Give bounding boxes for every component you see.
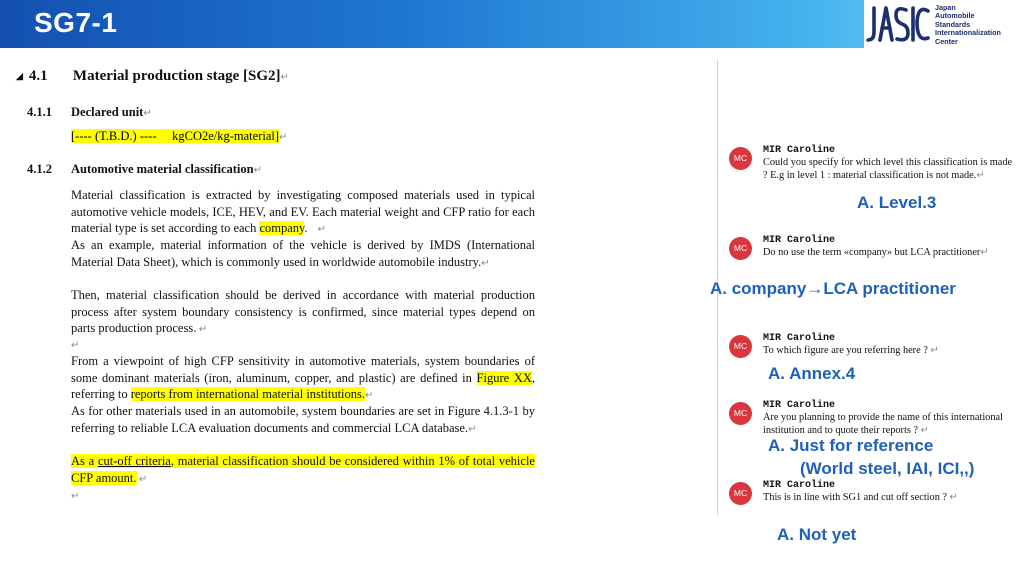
subsection-number: 4.1.1 (27, 105, 52, 119)
body-paragraph-6 (71, 453, 535, 488)
paragraph-mark-icon: ↵ (279, 132, 288, 143)
title-bar (0, 0, 1024, 48)
underlined-cut-off-criteria: cut-off criteria (97, 454, 171, 468)
comment-body: To which figure are you referring here ? (763, 345, 928, 356)
highlight-reports: reports from international material institutions. (130, 387, 366, 402)
paragraph-mark-icon: ↵ (365, 390, 374, 402)
comment-text (763, 157, 1013, 182)
paragraph-mark-icon: ↵ (980, 247, 989, 258)
comment-author: MIR Caroline (763, 145, 836, 156)
subsection-title: Automotive material classification (71, 162, 254, 176)
paragraph-mark-icon: ↵ (307, 224, 326, 236)
comment-body: Are you planning to provide the name of this international institution and to quote their reports ? (763, 412, 1003, 436)
paragraph-mark-icon: ↵ (947, 492, 958, 503)
paragraph-mark-icon: ↵ (71, 340, 80, 351)
logo-line: Japan (935, 3, 956, 12)
paragraph-mark-icon: ↵ (196, 324, 208, 336)
answer-annex: A. Annex.4 (768, 364, 856, 383)
comment-body: This is in line with SG1 and cut off section ? (763, 492, 947, 503)
subsection-title: Declared unit (71, 105, 144, 119)
answer-not-yet: A. Not yet (777, 525, 857, 544)
paragraph-mark-icon: ↵ (136, 473, 148, 485)
text-run: , material classification should be considered within 1% of total vehicle CFP amount. (71, 454, 535, 485)
paragraph-mark-icon: ↵ (143, 108, 152, 119)
paragraph-mark-icon: ↵ (71, 491, 80, 502)
text-run: From a viewpoint of high CFP sensitivity in automotive materials, system boundaries of some dominant materials (iron, aluminum, copper, and plastic) are defined in (71, 354, 535, 385)
answer-company: A. company→LCA practitioner (710, 279, 956, 298)
comment-author: MIR Caroline (763, 400, 836, 411)
avatar: MC (729, 482, 752, 505)
comment-text (763, 345, 1013, 358)
answer-reference: A. Just for reference (768, 436, 934, 455)
logo-line: Automobile (935, 11, 975, 21)
logo-wordmark (935, 4, 1001, 46)
empty-paragraph (71, 487, 535, 506)
comment-body: Do no use the term «company» but LCA practitioner (763, 247, 981, 258)
avatar: MC (729, 237, 752, 260)
jasic-logo-mark (866, 2, 930, 46)
avatar: MC (729, 147, 752, 170)
avatar: MC (729, 335, 752, 358)
section-heading (16, 68, 289, 85)
answer-reference-list: (World steel, IAI, ICI,,) (800, 459, 975, 478)
text-run: Then, material classification should be derived in accordance with material production process after system boundary consistency is confirmed, since material types depend on parts production process. (71, 288, 535, 336)
paragraph-mark-icon: ↵ (481, 257, 490, 269)
avatar: MC (729, 402, 752, 425)
text-run: , referring to (71, 370, 535, 402)
comment-text (763, 412, 1003, 437)
comment-author: MIR Caroline (763, 235, 836, 246)
answer-level: A. Level.3 (857, 193, 937, 212)
body-paragraph-2 (71, 237, 535, 272)
text-run: As a (71, 454, 98, 468)
comment-text (763, 492, 1013, 505)
paragraph-mark-icon: ↵ (253, 165, 262, 176)
text-run: . (304, 221, 308, 236)
highlight-company: company (259, 221, 305, 236)
text-run: As for other materials used in an automobile, system boundaries are set in Figure 4.1.3-1 by referring to reliable LCA evaluation documents and commercial LCA database. (71, 404, 535, 435)
subsection-heading-declared-unit (27, 105, 152, 120)
slide-title: SG7-1 (34, 7, 118, 38)
comment-body: Could you specify for which level this classification is made ? E.g in level 1 : material classification is not made. (763, 157, 1013, 181)
body-paragraph-5 (71, 403, 535, 438)
comment-text (763, 247, 1024, 260)
logo-line: Standards (935, 19, 971, 29)
empty-paragraph (71, 336, 535, 355)
paragraph-mark-icon: ↵ (927, 345, 939, 356)
subsection-number: 4.1.2 (27, 162, 52, 176)
jasic-logo (864, 0, 1024, 48)
paragraph-mark-icon: ↵ (918, 424, 929, 436)
subsection-heading-classification (27, 162, 262, 177)
body-paragraph-1 (71, 187, 535, 239)
paragraph-mark-icon: ↵ (976, 169, 985, 181)
body-paragraph-4 (71, 353, 535, 405)
text-run: As an example, material information of the vehicle is derived by IMDS (International Material Data Sheet), which is commonly used in worldwide automobile industry. (71, 238, 535, 269)
declared-unit-text: [---- (T.B.D.) ---- kgCO2e/kg-material] (71, 129, 280, 143)
section-title: Material production stage [SG2] (72, 68, 281, 84)
collapse-triangle-icon[interactable]: ◢ (16, 71, 23, 81)
section-number: 4.1 (28, 68, 48, 84)
highlight-figure-xx: Figure XX (476, 370, 532, 385)
paragraph-mark-icon: ↵ (468, 423, 477, 435)
comment-author: MIR Caroline (763, 333, 836, 344)
logo-line: Center (935, 36, 958, 46)
logo-line: Internationalization (935, 28, 1001, 38)
body-paragraph-3 (71, 287, 535, 339)
text-run: Material classification is extracted by investigating composed materials used in typical automotive vehicle models, ICE, HEV, and EV. Each material weight and CFP ratio for each material type is set according to each (71, 188, 535, 236)
comment-author: MIR Caroline (763, 480, 836, 491)
declared-unit-value (71, 129, 287, 144)
paragraph-mark-icon: ↵ (280, 72, 289, 83)
